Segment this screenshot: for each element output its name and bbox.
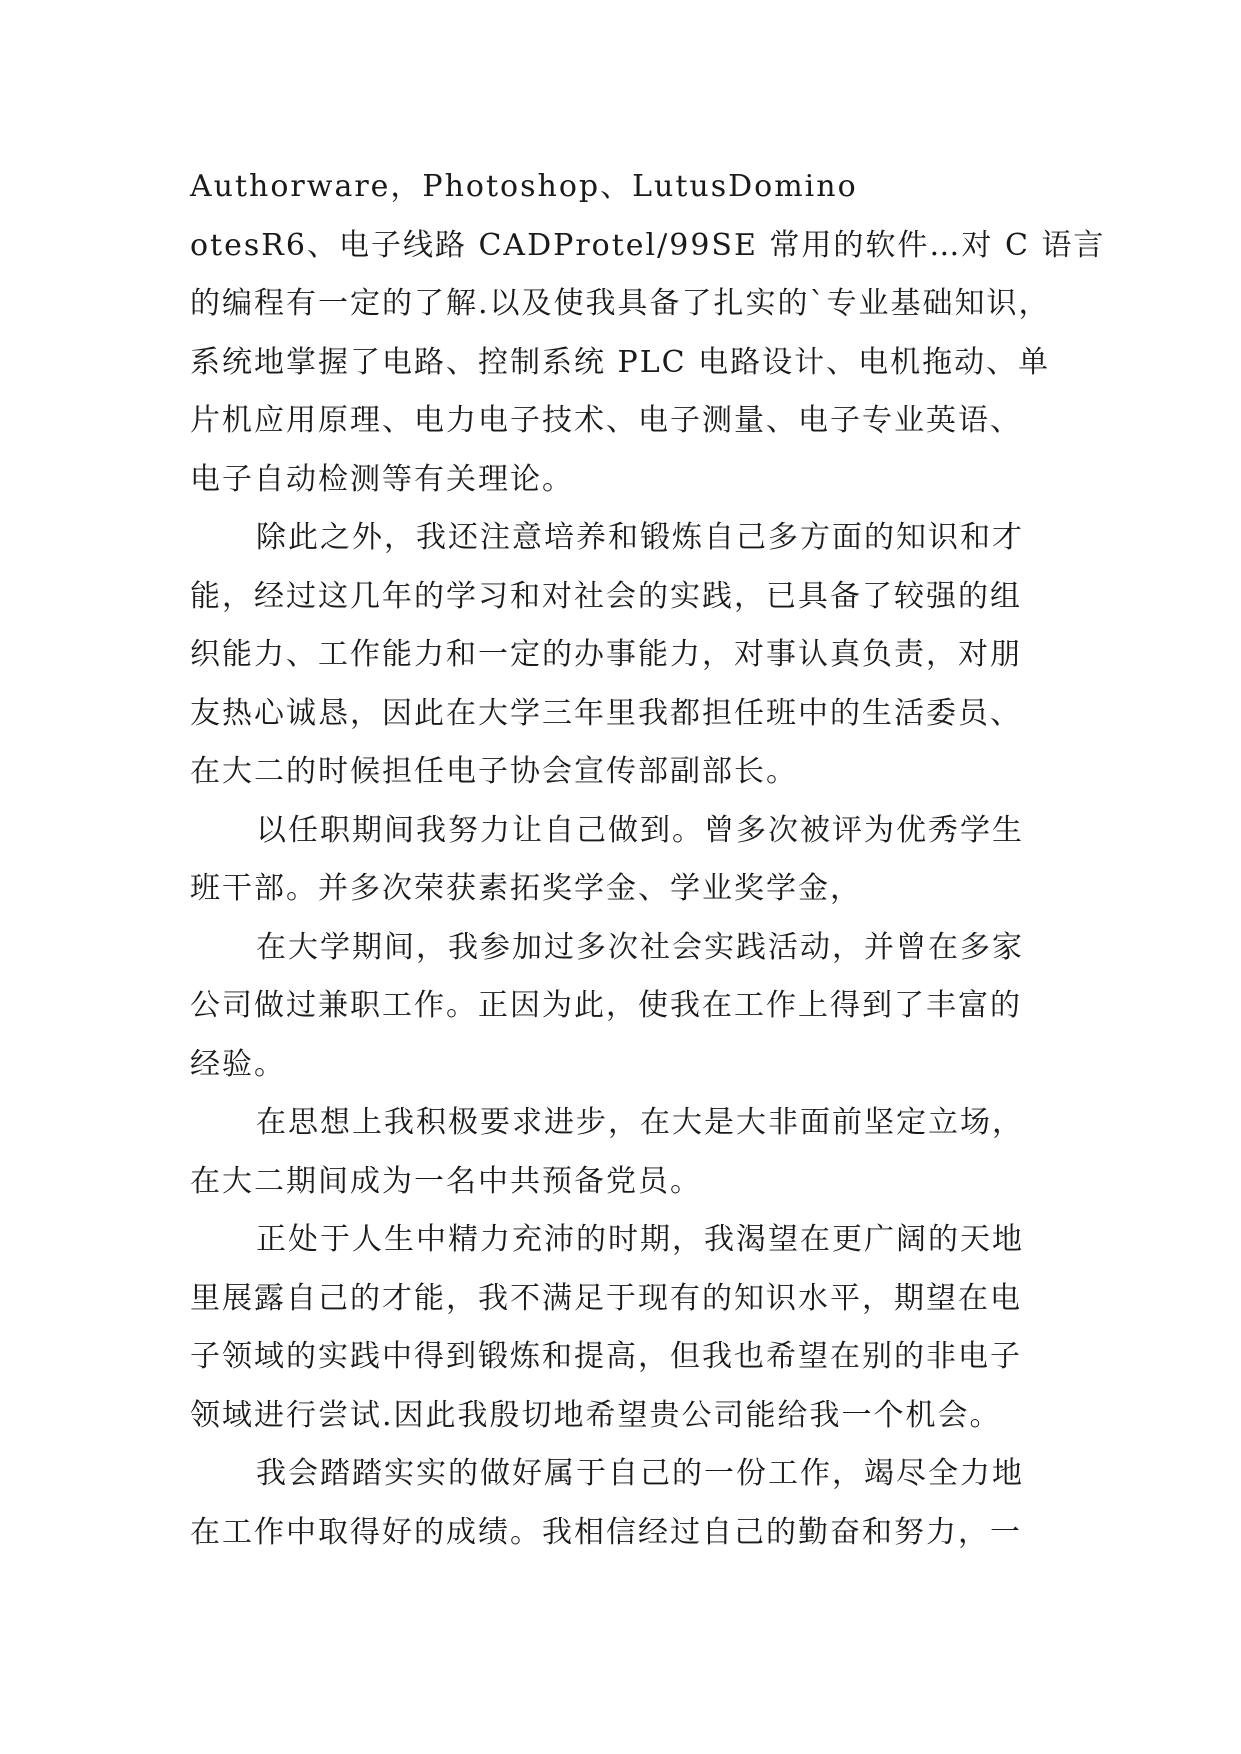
text-line: 除此之外，我还注意培养和锻炼自己多方面的知识和才 xyxy=(256,520,1024,555)
text-line: otesR6、电子线路 CADProtel/99SE 常用的软件…对 C 语言 xyxy=(190,227,1106,263)
text-line: 我会踏踏实实的做好属于自己的一份工作，竭尽全力地 xyxy=(256,1456,1024,1491)
text-line: 在思想上我积极要求进步，在大是大非面前坚定立场， xyxy=(256,1105,1024,1140)
text-line: 能，经过这几年的学习和对社会的实践，已具备了较强的组 xyxy=(190,578,1022,614)
text-line: 在大学期间，我参加过多次社会实践活动，并曾在多家 xyxy=(256,929,1024,965)
text-line: 公司做过兼职工作。正因为此，使我在工作上得到了丰富的 xyxy=(190,988,1022,1023)
text-line: Authorware，Photoshop、LutusDomino xyxy=(190,169,858,204)
text-line: 领域进行尝试.因此我殷切地希望贵公司能给我一个机会。 xyxy=(190,1397,1002,1433)
text-line: 片机应用原理、电力电子技术、电子测量、电子专业英语、 xyxy=(190,403,1022,438)
document-body xyxy=(190,158,1106,1562)
text-line: 以任职期间我努力让自己做到。曾多次被评为优秀学生 xyxy=(256,812,1024,848)
text-line: 友热心诚恳，因此在大学三年里我都担任班中的生活委员、 xyxy=(190,695,1022,731)
text-line: 织能力、工作能力和一定的办事能力，对事认真负责，对朋 xyxy=(190,637,1022,672)
text-line: 在大二期间成为一名中共预备党员。 xyxy=(190,1163,702,1199)
text-line: 的编程有一定的了解.以及使我具备了扎实的`专业基础知识， xyxy=(190,286,1051,321)
text-line: 里展露自己的才能，我不满足于现有的知识水平，期望在电 xyxy=(190,1280,1022,1316)
text-line: 经验。 xyxy=(190,1046,286,1082)
text-line: 班干部。并多次荣获素拓奖学金、学业奖学金， xyxy=(190,871,862,906)
text-line: 正处于人生中精力充沛的时期，我渴望在更广阔的天地 xyxy=(256,1222,1024,1257)
text-line: 子领域的实践中得到锻炼和提高，但我也希望在别的非电子 xyxy=(190,1339,1022,1374)
text-line: 系统地掌握了电路、控制系统 PLC 电路设计、电机拖动、单 xyxy=(190,344,1051,380)
text-line: 在大二的时候担任电子协会宣传部副部长。 xyxy=(190,754,798,789)
text-line: 电子自动检测等有关理论。 xyxy=(190,461,574,497)
text-line: 在工作中取得好的成绩。我相信经过自己的勤奋和努力，一 xyxy=(190,1514,1022,1550)
